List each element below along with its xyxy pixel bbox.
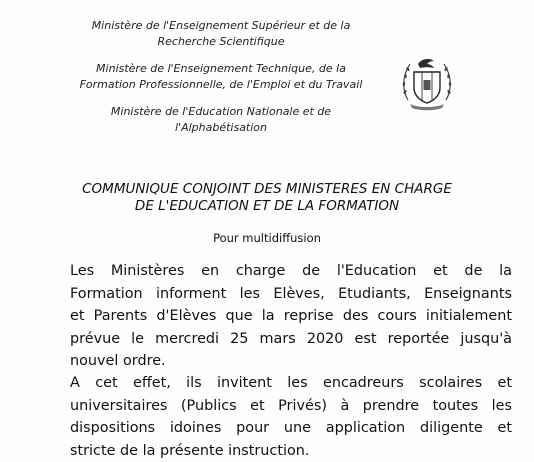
coat-of-arms-icon (396, 50, 458, 112)
ministry-line: l'Alphabétisation (174, 121, 268, 134)
title-line: DE L'EDUCATION ET DE LA FORMATION (134, 198, 400, 214)
ministry-technical-education (56, 61, 386, 93)
paragraph-line: stricte de la présente instruction. (70, 442, 310, 459)
distribution-note: Pour multidiffusion (213, 231, 321, 245)
ministry-line: Ministère de l'Education Nationale et de (110, 105, 332, 118)
ministry-line: Recherche Scientifique (157, 35, 285, 48)
paragraph-announcement (70, 260, 512, 373)
paragraph-line: Les Ministères en charge de l'Education et de la (70, 263, 512, 279)
paragraph-instruction (70, 372, 512, 462)
paragraph-line: nouvel ordre. (70, 353, 166, 370)
ministry-higher-education (56, 18, 386, 50)
communique-title (20, 181, 514, 215)
ministry-national-education (56, 104, 386, 136)
paragraph-line: A cet effet, ils invitent les encadreurs scolaires et (70, 375, 512, 391)
paragraph-line: dispositions idoines pour une application diligente et (70, 420, 512, 437)
title-line: COMMUNIQUE CONJOINT DES MINISTERES EN CHARGE (82, 181, 452, 197)
ministries-header (56, 18, 386, 147)
paragraph-line: Formation informent les Elèves, Etudiants, Enseignants (70, 285, 512, 302)
paragraph-line: universitaires (Publics et Privés) à prendre toutes les (70, 397, 512, 414)
ministry-line: Ministère de l'Enseignement Technique, de la (96, 62, 346, 75)
ministry-line: Ministère de l'Enseignement Supérieur et de la (91, 19, 351, 32)
ministry-line: Formation Professionnelle, de l'Emploi et du Travail (79, 78, 363, 91)
paragraph-line: et Parents d'Elèves que la reprise des cours initialement (70, 308, 512, 325)
paragraph-line: prévue le mercredi 25 mars 2020 est reportée jusqu'à (70, 330, 512, 347)
